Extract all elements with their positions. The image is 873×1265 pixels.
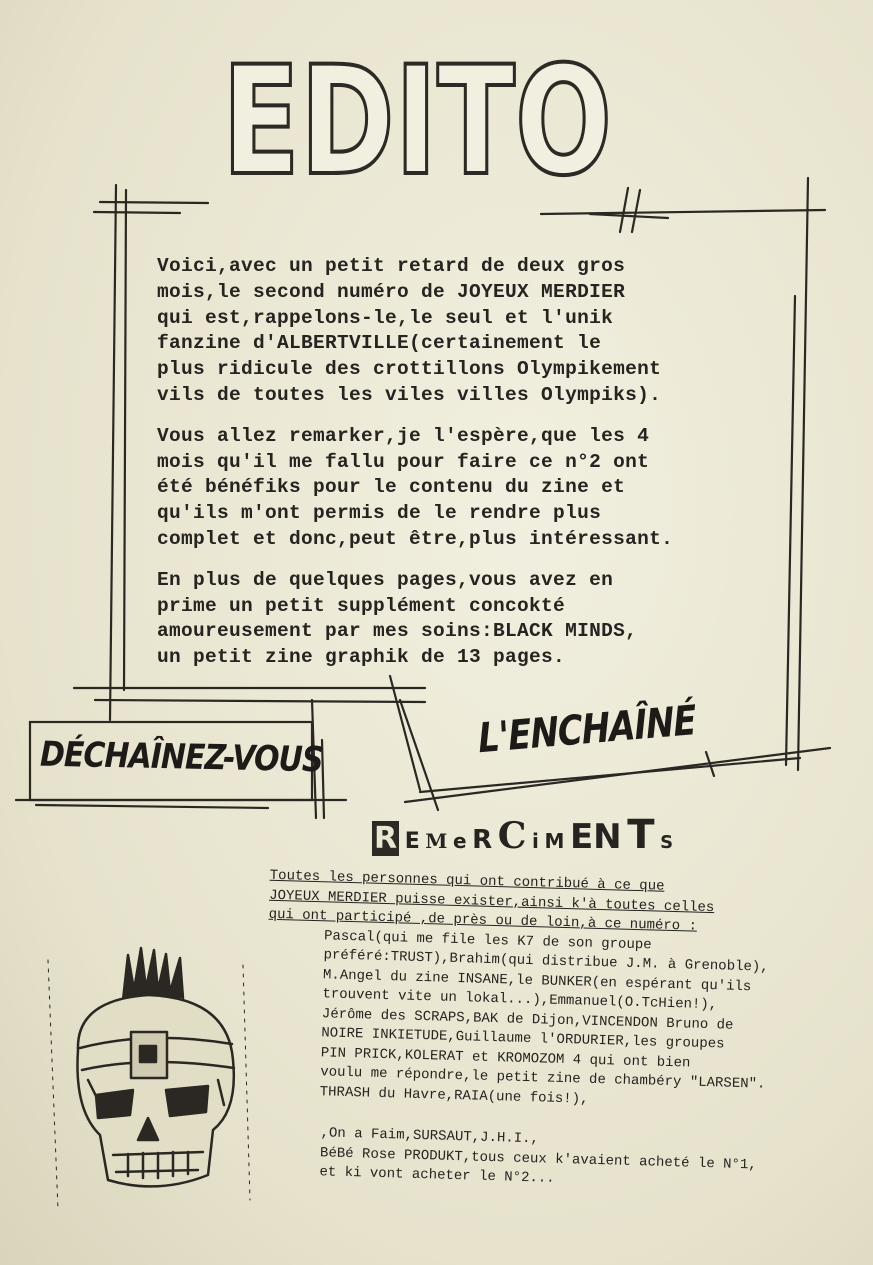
thanks-heading xyxy=(372,812,673,858)
page-title-text: EDITO xyxy=(222,35,612,209)
punk-skull-illustration xyxy=(38,940,258,1220)
thanks-list: Pascal(qui me file les K7 de son groupe préféré:TRUST),Brahim(qui distribue J.M. à Grenoble), M.Angel du zine INSANE,le BUNKER(en espérant qu'ils trouvent vite un lokal...),Emmanuel(O.TcHien!), Jérôme des SCRAPS,BAK de Dijon,VINCENDON Bruno de NOIRE INKIETUDE,Guillaume l'ORDURIER,les groupes PIN PRICK,KOLERAT et KROMOZOM 4 qui ont bien voulu me répondre,le petit zine de chambéry "LARSEN". THRASH du Havre,RAIA(une fois!), xyxy=(319,927,769,1108)
heading-letter: R xyxy=(472,825,493,855)
heading-letter: E xyxy=(404,829,420,854)
heading-letter: T xyxy=(627,812,655,858)
editorial-body xyxy=(157,254,767,686)
editorial-paragraph: Voici,avec un petit retard de deux gros mois,le second numéro de JOYEUX MERDIER qui est,rappelons-le,le seul et l'unik fanzine d'ALBERTVILLE(certainement le plus ridicule des crottillons Olympikement vils de toutes les viles villes Olympiks). xyxy=(157,255,662,406)
heading-letter: S xyxy=(660,832,674,853)
heading-letter: R xyxy=(374,821,398,856)
page-title xyxy=(222,28,622,209)
heading-letter: EN xyxy=(569,817,622,857)
stamp-lenchaine: L'ENCHAÎNÉ xyxy=(476,696,697,764)
heading-letter: M xyxy=(544,829,565,853)
thanks-outro: ,On a Faim,SURSAUT,J.H.I., BéBé Rose PRODUKT,tous ceux k'avaient acheté le N°1, et ki vont acheter le N°2... xyxy=(319,1125,757,1187)
heading-letter: i xyxy=(532,829,539,853)
thanks-section xyxy=(235,866,864,1198)
heading-letter: C xyxy=(497,815,527,857)
heading-letter: e xyxy=(453,829,467,853)
editorial-paragraph: Vous allez remarker,je l'espère,que les 4 mois qu'il me fallu pour faire ce n°2 ont été bénéfiks pour le contenu du zine et qu'ils m'ont permis de le rendre plus complet et donc,peut être,plus intéressant. xyxy=(157,424,674,550)
stamp-dechainez-vous: DÉCHAÎNEZ-VOUS xyxy=(39,734,323,781)
heading-letter: M xyxy=(425,829,448,853)
thanks-intro: Toutes les personnes qui ont contribué à ce que JOYEUX MERDIER puisse exister,ainsi k'à toutes celles qui ont participé ,de près ou de loin,à ce numéro : xyxy=(268,867,715,935)
editorial-paragraph: En plus de quelques pages,vous avez en prime un petit supplément concokté amoureusement par mes soins:BLACK MINDS, un petit zine graphik de 13 pages. xyxy=(157,568,638,669)
